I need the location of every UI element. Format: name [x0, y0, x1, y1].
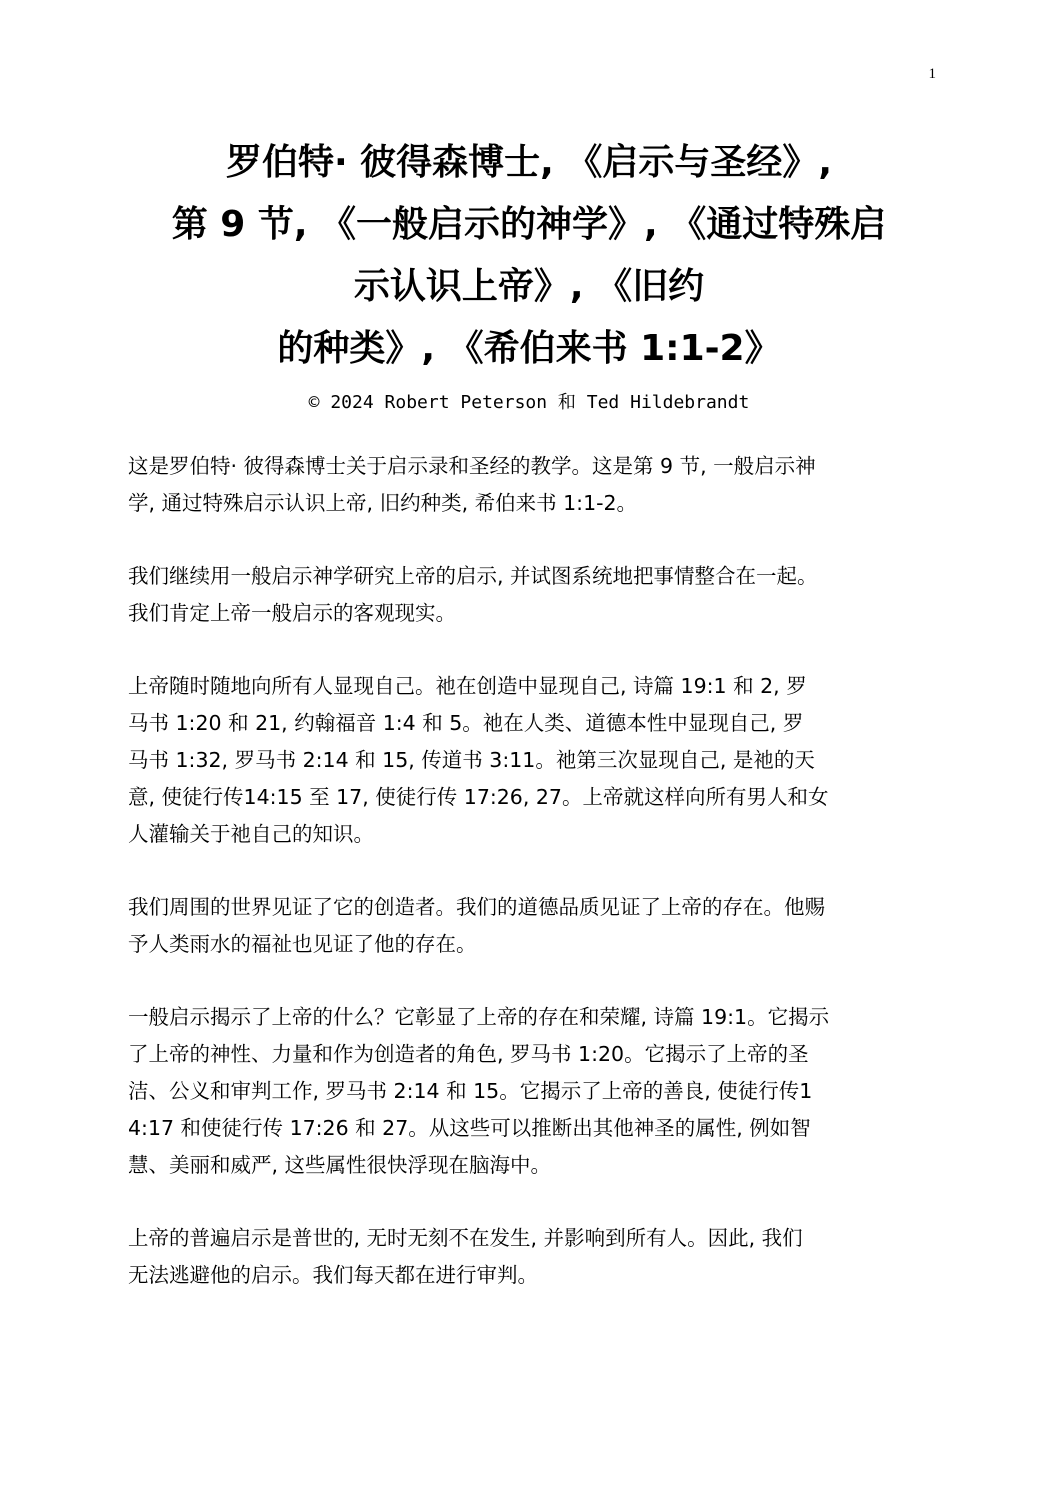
paragraph-line: 洁、公义和审判工作, 罗马书 2:14 和 15。它揭示了上帝的善良, 使徒行传1: [128, 1079, 813, 1103]
paragraph-line: 一般启示揭示了上帝的什么？它彰显了上帝的存在和荣耀, 诗篇 19:1。它揭示: [128, 1005, 830, 1029]
paragraph-line: 4:17 和使徒行传 17:26 和 27。从这些可以推断出其他神圣的属性, 例如智: [128, 1116, 811, 1140]
paragraph-line: 慧、美丽和威严, 这些属性很快浮现在脑海中。: [128, 1153, 552, 1177]
copyright-notice: © 2024 Robert Peterson 和 Ted Hildebrandt: [308, 392, 750, 413]
document-title: [100, 132, 958, 380]
paragraph-1: [128, 448, 928, 522]
paragraph-3: [128, 668, 928, 853]
paragraph-line: 予人类雨水的福祉也见证了他的存在。: [128, 932, 477, 956]
body-text: [128, 448, 928, 1330]
paragraph-4: [128, 889, 928, 963]
paragraph-line: 学, 通过特殊启示认识上帝, 旧约种类, 希伯来书 1:1-2。: [128, 491, 638, 515]
paragraph-line: 上帝随时随地向所有人显现自己。祂在创造中显现自己, 诗篇 19:1 和 2, 罗: [128, 674, 807, 698]
paragraph-line: 这是罗伯特· 彼得森博士关于启示录和圣经的教学。这是第 9 节, 一般启示神: [128, 454, 816, 478]
paragraph-line: 上帝的普遍启示是普世的, 无时无刻不在发生, 并影响到所有人。因此, 我们: [128, 1226, 803, 1250]
title-line: 罗伯特· 彼得森博士, 《启示与圣经》,: [225, 142, 833, 183]
paragraph-line: 无法逃避他的启示。我们每天都在进行审判。: [128, 1263, 538, 1287]
paragraph-2: [128, 558, 928, 632]
paragraph-6: [128, 1220, 928, 1294]
paragraph-5: [128, 999, 928, 1184]
title-line: 示认识上帝》, 《旧约: [353, 266, 705, 307]
paragraph-line: 我们周围的世界见证了它的创造者。我们的道德品质见证了上帝的存在。他赐: [128, 895, 825, 919]
paragraph-line: 我们继续用一般启示神学研究上帝的启示, 并试图系统地把事情整合在一起。: [128, 564, 818, 588]
paragraph-line: 马书 1:20 和 21, 约翰福音 1:4 和 5。祂在人类、道德本性中显现自己, 罗: [128, 711, 804, 735]
title-line: 的种类》, 《希伯来书 1:1-2》: [277, 328, 781, 369]
paragraph-line: 意, 使徒行传14:15 至 17, 使徒行传 17:26, 27。上帝就这样向所有男人和女: [128, 785, 829, 809]
page-number: 1: [928, 66, 936, 82]
paragraph-line: 人灌输关于祂自己的知识。: [128, 822, 374, 846]
paragraph-line: 我们肯定上帝一般启示的客观现实。: [128, 601, 456, 625]
paragraph-line: 马书 1:32, 罗马书 2:14 和 15, 传道书 3:11。祂第三次显现自己, 是祂的天: [128, 748, 815, 772]
title-line: 第 9 节, 《一般启示的神学》, 《通过特殊启: [171, 204, 887, 245]
paragraph-line: 了上帝的神性、力量和作为创造者的角色, 罗马书 1:20。它揭示了上帝的圣: [128, 1042, 809, 1066]
